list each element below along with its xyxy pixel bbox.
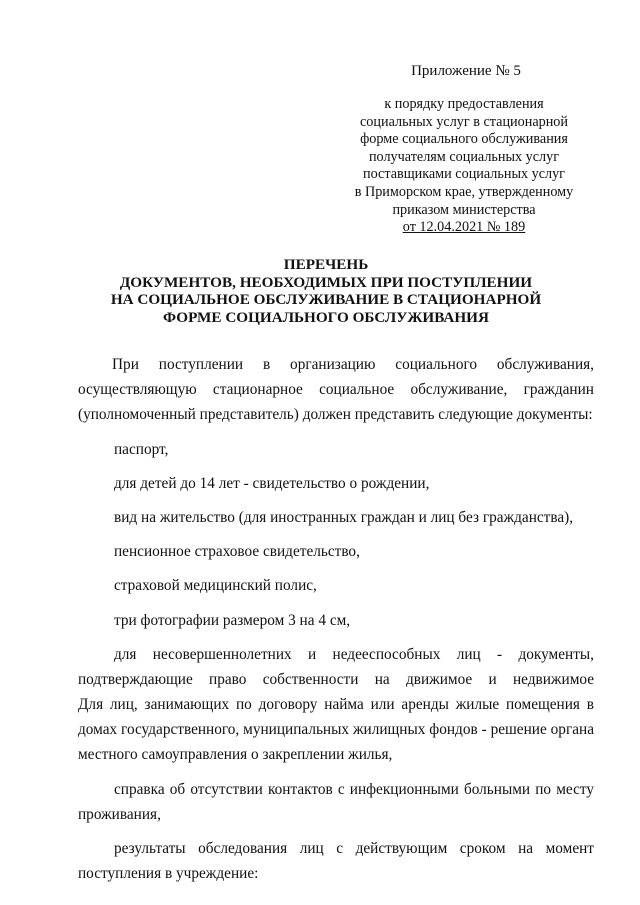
intro-paragraph [78,352,594,428]
annex-line: получателям социальных услуг [368,148,560,165]
annex-line: социальных услуг в стационарной [360,113,568,130]
heading-line: ПЕРЕЧЕНЬ [283,256,369,273]
annex-line: форме социального обслуживания [360,131,568,148]
annex-reference [340,96,588,237]
document-heading [60,256,592,326]
paragraph-certificate [78,777,594,827]
annex-title: Приложение № 5 [411,63,521,79]
paragraph-results [78,836,594,886]
paragraph-line: подтверждающие право собственности на движимое и недвижимое [78,670,594,688]
documents-list [78,437,594,633]
paragraph-line: результаты обследования лиц с действующим сроком на момент [114,840,594,857]
list-item: паспорт, [114,440,169,458]
list-item: пенсионное страховое свидетельство, [114,543,360,561]
heading-line: НА СОЦИАЛЬНОЕ ОБСЛУЖИВАНИЕ В СТАЦИОНАРНОЙ [110,291,542,308]
annex-line: к порядку предоставления [384,96,544,112]
paragraph-line: При поступлении в организацию социального обслуживания, [112,356,594,373]
annex-line: в Приморском крае, утвержденному [354,183,574,200]
list-item: страховой медицинский полис, [114,577,317,595]
list-item: вид на жительство (для иностранных граждан и лиц без гражданства), [114,508,574,526]
paragraph-line: проживания, [78,805,161,823]
list-item: три фотографии размером 3 на 4 см, [114,611,351,629]
paragraph-line: домах государственного, муниципальных жилищных фондов - решение органа [78,721,594,739]
annex-line: поставщиками социальных услуг [362,166,565,183]
paragraph-minors [78,642,594,768]
paragraph-line: (уполномоченный представитель) должен представить следующие документы: [78,406,593,424]
annex-date-line [340,219,588,237]
paragraph-line: поступления в учреждение: [78,865,259,883]
paragraph-line: местного самоуправления о закреплении жилья, [78,746,393,764]
annex-line: приказом министерства [392,201,536,218]
document-body [78,352,594,886]
paragraph-line: осуществляющую стационарное социальное обслуживание, гражданин [78,381,594,399]
paragraph-line: Для лиц, занимающих по договору найма или аренды жилые помещения в [78,696,594,714]
heading-line: ДОКУМЕНТОВ, НЕОБХОДИМЫХ ПРИ ПОСТУПЛЕНИИ [119,273,533,291]
paragraph-line: справка об отсутствии контактов с инфекционными больными по месту [114,780,594,798]
paragraph-line: для несовершеннолетних и недееспособных лиц - документы, [114,645,594,663]
heading-line: ФОРМЕ СОЦИАЛЬНОГО ОБСЛУЖИВАНИЯ [163,308,489,326]
order-date: от 12.04.2021 № 189 [402,219,526,236]
list-item: для детей до 14 лет - свидетельство о рождении, [114,474,430,492]
